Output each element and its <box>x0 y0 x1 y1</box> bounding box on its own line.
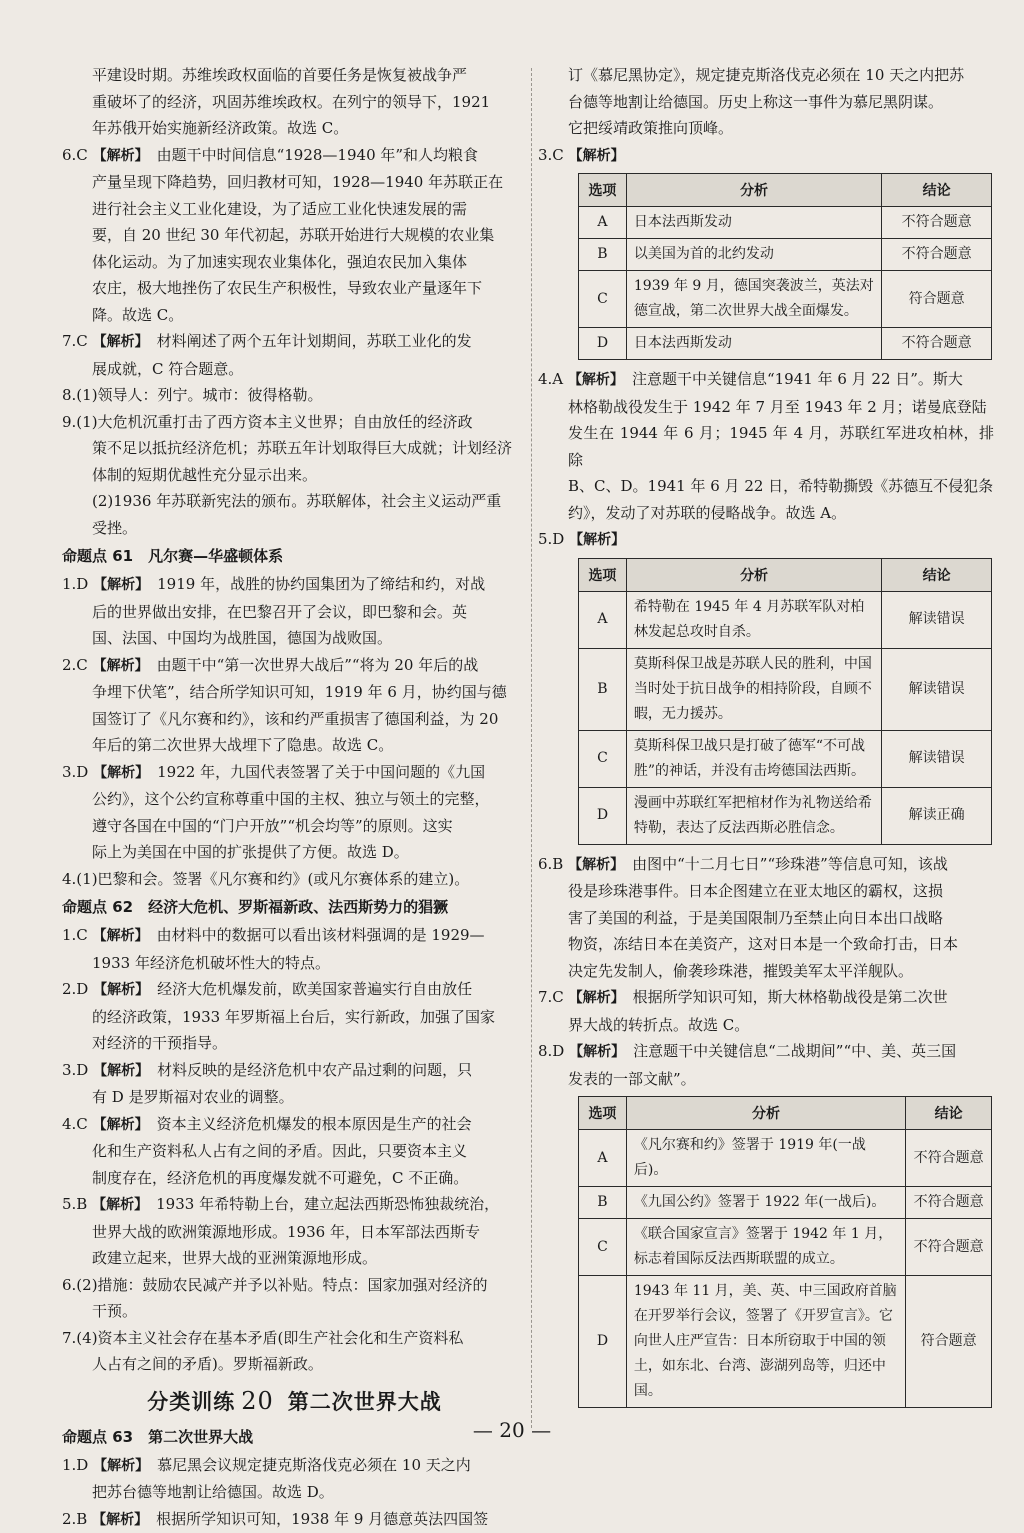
answer-item: 7.C 【解析】 根据所学知识可知，斯大林格勒战役是第二次世 <box>538 984 994 1012</box>
answer-item: 6.C 【解析】 由题干中时间信息“1928—1940 年”和人均粮食 <box>62 142 527 170</box>
table-row <box>579 239 992 271</box>
paragraph: 它把绥靖政策推向顶峰。 <box>538 115 994 142</box>
analysis-cell: 莫斯科保卫战只是打破了德军“不可战胜”的神话，并没有击垮德国法西斯。 <box>626 730 881 787</box>
analysis-cell: 以美国为首的北约发动 <box>626 239 881 271</box>
answer-line: 约》，发动了对苏联的侵略战争。故选 A。 <box>538 500 994 527</box>
answer-item: 4.C 【解析】 资本主义经济危机爆发的根本原因是生产的社会 <box>62 1111 527 1139</box>
answer-item: 6.B 【解析】 由图中“十二月七日”“珍珠港”等信息可知，该战 <box>538 851 994 879</box>
answer-line: 策不足以抵抗经济危机；苏联五年计划取得巨大成就；计划经济 <box>62 435 527 462</box>
answer-item: 3.D 【解析】 1922 年，九国代表签署了关于中国问题的《九国 <box>62 759 527 787</box>
answer-item: 4.A 【解析】 注意题干中关键信息“1941 年 6 月 22 日”。斯大 <box>538 366 994 394</box>
analysis-cell: 漫画中苏联红军把棺材作为礼物送给希特勒，表达了反法西斯必胜信念。 <box>626 787 881 844</box>
answer-line: 界大战的转折点。故选 C。 <box>538 1012 994 1039</box>
answer-line: 展成就，C 符合题意。 <box>62 356 527 383</box>
answer-line: 林格勒战役发生于 1942 年 7 月至 1943 年 2 月；诺曼底登陆 <box>538 394 994 421</box>
answer-line: 发生在 1944 年 6 月；1945 年 4 月，苏联红军进攻柏林，排除 <box>538 420 994 473</box>
analysis-cell: 莫斯科保卫战是苏联人民的胜利，中国当时处于抗日战争的相持阶段，自顾不暇，无力援苏。 <box>626 648 881 730</box>
answer-line: 要，自 20 世纪 30 年代初起，苏联开始进行大规模的农业集 <box>62 222 527 249</box>
answer-line: 害了美国的利益，于是美国限制乃至禁止向日本出口战略 <box>538 905 994 932</box>
analysis-table <box>578 173 992 360</box>
answer-line: 役是珍珠港事件。日本企图建立在亚太地区的霸权，这损 <box>538 878 994 905</box>
option-cell: D <box>579 328 627 360</box>
answer-line: 有 D 是罗斯福对农业的调整。 <box>62 1084 527 1111</box>
table-header-cell: 分析 <box>626 174 881 207</box>
conclusion-cell: 解读错误 <box>882 648 992 730</box>
answer-line: 人占有之间的矛盾)。罗斯福新政。 <box>62 1351 527 1378</box>
table-row <box>579 1219 992 1276</box>
analysis-table <box>578 1096 992 1408</box>
answer-line: 农庄，极大地挫伤了农民生产积极性，导致农业产量逐年下 <box>62 275 527 302</box>
table-header-cell: 选项 <box>579 558 627 591</box>
analysis-cell: 《九国公约》签署于 1922 年(一战后)。 <box>626 1187 905 1219</box>
table-header-cell: 分析 <box>626 1097 905 1130</box>
answer-line: 物资，冻结日本在美资产，这对日本是一个致命打击，日本 <box>538 931 994 958</box>
topic-heading: 命题点 62 经济大危机、罗斯福新政、法西斯势力的猖獗 <box>62 893 527 921</box>
table-row <box>579 1276 992 1408</box>
answer-item: 2.B 【解析】 根据所学知识可知，1938 年 9 月德意英法四国签 <box>62 1506 527 1533</box>
answer-item: 2.D 【解析】 经济大危机爆发前，欧美国家普遍实行自由放任 <box>62 976 527 1004</box>
answer-line: 国签订了《凡尔赛和约》，该和约严重损害了德国利益，为 20 <box>62 706 527 733</box>
analysis-cell: 日本法西斯发动 <box>626 328 881 360</box>
answer-line: 后的世界做出安排，在巴黎召开了会议，即巴黎和会。英 <box>62 599 527 626</box>
option-cell: A <box>579 207 627 239</box>
table-header-cell: 选项 <box>579 1097 627 1130</box>
paragraph: 年苏俄开始实施新经济政策。故选 C。 <box>62 115 527 142</box>
paragraph: 重破坏了的经济，巩固苏维埃政权。在列宁的领导下，1921 <box>62 89 527 116</box>
analysis-cell: 《凡尔赛和约》签署于 1919 年(一战后)。 <box>626 1130 905 1187</box>
analysis-cell: 希特勒在 1945 年 4 月苏联军队对柏林发起总攻时自杀。 <box>626 591 881 648</box>
conclusion-cell: 不符合题意 <box>906 1130 992 1187</box>
conclusion-cell: 解读错误 <box>882 591 992 648</box>
topic-heading: 命题点 61 凡尔赛—华盛顿体系 <box>62 542 527 570</box>
answer-line: 产量呈现下降趋势，回归教材可知，1928—1940 年苏联正在 <box>62 169 527 196</box>
answer-line: 化和生产资料私人占有之间的矛盾。因此，只要资本主义 <box>62 1138 527 1165</box>
conclusion-cell: 不符合题意 <box>882 239 992 271</box>
table-row <box>579 328 992 360</box>
answer-item: 7.C 【解析】 材料阐述了两个五年计划期间，苏联工业化的发 <box>62 328 527 356</box>
right-column <box>538 62 994 1414</box>
answer-line: 世界大战的欧洲策源地形成。1936 年，日本军部法西斯专 <box>62 1219 527 1246</box>
answer-item: 8.D 【解析】 注意题干中关键信息“二战期间”“中、美、英三国 <box>538 1038 994 1066</box>
answer-item: 8.(1)领导人：列宁。城市：彼得格勒。 <box>62 382 527 409</box>
answer-item: 1.D 【解析】 慕尼黑会议规定捷克斯洛伐克必须在 10 天之内 <box>62 1452 527 1480</box>
table-header-cell: 结论 <box>882 174 992 207</box>
table-header-cell: 选项 <box>579 174 627 207</box>
paragraph: 订《慕尼黑协定》，规定捷克斯洛伐克必须在 10 天之内把苏 <box>538 62 994 89</box>
analysis-cell: 日本法西斯发动 <box>626 207 881 239</box>
answer-line: 干预。 <box>62 1298 527 1325</box>
conclusion-cell: 不符合题意 <box>882 328 992 360</box>
option-cell: C <box>579 730 627 787</box>
paragraph: 平建设时期。苏维埃政权面临的首要任务是恢复被战争严 <box>62 62 527 89</box>
conclusion-cell: 符合题意 <box>882 271 992 328</box>
conclusion-cell: 解读正确 <box>882 787 992 844</box>
table-header-row <box>579 1097 992 1130</box>
conclusion-cell: 不符合题意 <box>882 207 992 239</box>
answer-line: 进行社会主义工业化建设，为了适应工业化快速发展的需 <box>62 196 527 223</box>
answer-line: 际上为美国在中国的扩张提供了方便。故选 D。 <box>62 839 527 866</box>
table-row <box>579 591 992 648</box>
topic-heading: 命题点 63 第二次世界大战 <box>62 1423 527 1451</box>
answer-line: 发表的一部文献”。 <box>538 1066 994 1093</box>
table-row <box>579 1187 992 1219</box>
answer-item: 7.(4)资本主义社会存在基本矛盾(即生产社会化和生产资料私 <box>62 1325 527 1352</box>
answer-line: 年后的第二次世界大战埋下了隐患。故选 C。 <box>62 732 527 759</box>
analysis-cell: 《联合国家宣言》签署于 1942 年 1 月，标志着国际反法西斯联盟的成立。 <box>626 1219 905 1276</box>
section-title: 分类训练 20 第二次世界大战 <box>62 1382 527 1421</box>
answer-line: 制度存在，经济危机的再度爆发就不可避免，C 不正确。 <box>62 1165 527 1192</box>
table-row <box>579 787 992 844</box>
answer-item: 3.D 【解析】 材料反映的是经济危机中农产品过剩的问题，只 <box>62 1057 527 1085</box>
page-number: — 20 — <box>0 1418 1024 1442</box>
answer-line: 的经济政策，1933 年罗斯福上台后，实行新政，加强了国家 <box>62 1004 527 1031</box>
conclusion-cell: 不符合题意 <box>906 1187 992 1219</box>
answer-line: 决定先发制人，偷袭珍珠港，摧毁美军太平洋舰队。 <box>538 958 994 985</box>
analysis-table <box>578 558 992 845</box>
answer-item: 2.C 【解析】 由题干中“第一次世界大战后”“将为 20 年后的战 <box>62 652 527 680</box>
conclusion-cell: 不符合题意 <box>906 1219 992 1276</box>
paragraph: 台德等地割让给德国。历史上称这一事件为慕尼黑阴谋。 <box>538 89 994 116</box>
answer-line: (2)1936 年苏联新宪法的颁布。苏联解体，社会主义运动严重 <box>62 488 527 515</box>
option-cell: C <box>579 271 627 328</box>
answer-line: 受挫。 <box>62 515 527 542</box>
answer-item: 6.(2)措施：鼓励农民减产并予以补贴。特点：国家加强对经济的 <box>62 1272 527 1299</box>
analysis-cell: 1943 年 11 月，美、英、中三国政府首脑在开罗举行会议，签署了《开罗宣言》。它向世人庄严宣告：日本所窃取于中国的领土，如东北、台湾、澎湖列岛等，归还中国。 <box>626 1276 905 1408</box>
answer-line: 争埋下伏笔”，结合所学知识可知，1919 年 6 月，协约国与德 <box>62 679 527 706</box>
table-header-cell: 结论 <box>882 558 992 591</box>
answer-line: 把苏台德等地割让给德国。故选 D。 <box>62 1479 527 1506</box>
answer-item: 1.C 【解析】 由材料中的数据可以看出该材料强调的是 1929— <box>62 922 527 950</box>
option-cell: B <box>579 1187 627 1219</box>
answer-line: 遵守各国在中国的“门户开放”“机会均等”的原则。这实 <box>62 813 527 840</box>
option-cell: C <box>579 1219 627 1276</box>
answer-line: 公约》，这个公约宣称尊重中国的主权、独立与领土的完整， <box>62 786 527 813</box>
option-cell: A <box>579 591 627 648</box>
conclusion-cell: 符合题意 <box>906 1276 992 1408</box>
table-row <box>579 648 992 730</box>
answer-line: B、C、D。1941 年 6 月 22 日，希特勒撕毁《苏德互不侵犯条 <box>538 473 994 500</box>
table-header-row <box>579 558 992 591</box>
answer-line: 1933 年经济危机破坏性大的特点。 <box>62 950 527 977</box>
answer-line: 体化运动。为了加速实现农业集体化，强迫农民加入集体 <box>62 249 527 276</box>
left-column <box>62 62 527 1533</box>
answer-line: 对经济的干预指导。 <box>62 1030 527 1057</box>
answer-item: 5.B 【解析】 1933 年希特勒上台，建立起法西斯恐怖独裁统治， <box>62 1191 527 1219</box>
answer-item: 5.D 【解析】 <box>538 526 994 554</box>
answer-item: 4.(1)巴黎和会。签署《凡尔赛和约》(或凡尔赛体系的建立)。 <box>62 866 527 893</box>
answer-line: 体制的短期优越性充分显示出来。 <box>62 462 527 489</box>
option-cell: B <box>579 648 627 730</box>
conclusion-cell: 解读错误 <box>882 730 992 787</box>
answer-line: 政建立起来，世界大战的亚洲策源地形成。 <box>62 1245 527 1272</box>
answer-item: 1.D 【解析】 1919 年，战胜的协约国集团为了缔结和约，对战 <box>62 571 527 599</box>
analysis-cell: 1939 年 9 月，德国突袭波兰，英法对德宣战，第二次世界大战全面爆发。 <box>626 271 881 328</box>
table-header-cell: 结论 <box>906 1097 992 1130</box>
answer-item: 3.C 【解析】 <box>538 142 994 170</box>
table-row <box>579 730 992 787</box>
table-row <box>579 1130 992 1187</box>
option-cell: B <box>579 239 627 271</box>
answer-item: 9.(1)大危机沉重打击了西方资本主义世界；自由放任的经济政 <box>62 409 527 436</box>
answer-line: 降。故选 C。 <box>62 302 527 329</box>
option-cell: D <box>579 787 627 844</box>
table-row <box>579 207 992 239</box>
table-header-row <box>579 174 992 207</box>
table-row <box>579 271 992 328</box>
option-cell: D <box>579 1276 627 1408</box>
column-divider <box>531 68 532 1428</box>
table-header-cell: 分析 <box>626 558 881 591</box>
option-cell: A <box>579 1130 627 1187</box>
answer-line: 国、法国、中国均为战胜国，德国为战败国。 <box>62 625 527 652</box>
